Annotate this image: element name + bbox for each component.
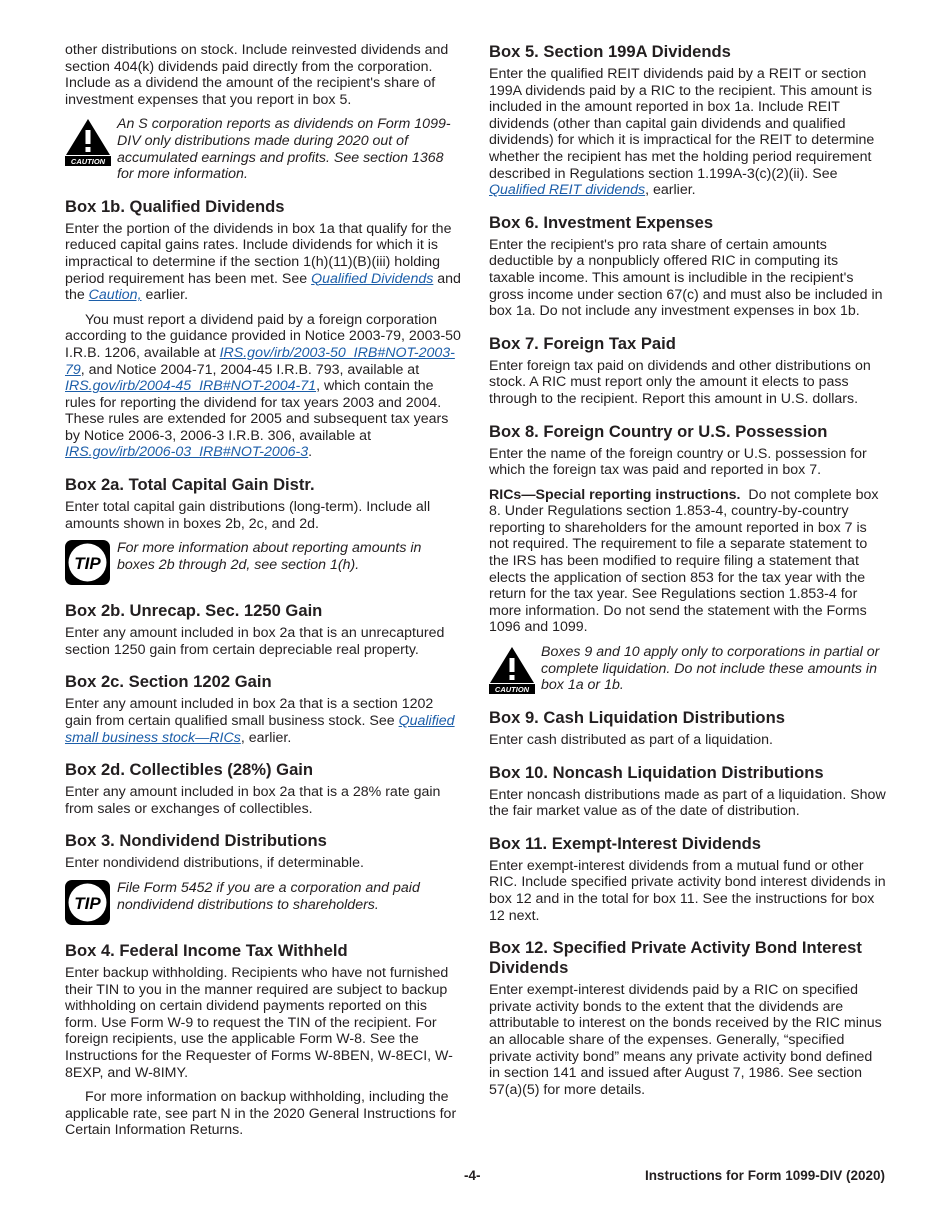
caution-icon-label: CAUTION xyxy=(70,157,106,167)
box5-paragraph: Enter the qualified REIT dividends paid by a REIT or section 199A dividends paid by a RIC to the recipient. This amount is included in the amount reported in box 1a. Include REIT dividends (other than capital gain dividends and qualified dividends) for which it is impractical for the REIT to determine whether the recipient has met the holding period requirement described in Regulations section 1.199A-3(c)(2)(ii). See Qualified REIT dividends, earlier. xyxy=(489,66,875,199)
box4-heading: Box 4. Federal Income Tax Withheld xyxy=(65,941,348,960)
box2a-paragraph: Enter total capital gain distributions (long-term). Include all amounts shown in boxes 2b, 2c, and 2d. xyxy=(65,499,431,532)
box10-heading: Box 10. Noncash Liquidation Distributions xyxy=(489,762,824,782)
irb-2003-50-link[interactable]: IRS.gov/irb/2003-50_IRB#NOT-2003-79 xyxy=(65,344,455,378)
box3-heading: Box 3. Nondividend Distributions xyxy=(65,831,327,851)
box6-paragraph: Enter the recipient's pro rata share of certain amounts deductible by a nonpublicly offered RIC in computing its taxable income. This amount is includible in the recipient's gross income under section 67(c) and must also be included in box 1a. Do not include any investment expenses in box 1b. xyxy=(489,236,883,320)
qualified-dividends-link[interactable]: Qualified Dividends xyxy=(311,270,434,287)
box7-paragraph: Enter foreign tax paid on dividends and other distributions on stock. A RIC must report only the amount it elects to pass through to the recipient. Report this amount in U.S. dollars. xyxy=(489,357,871,407)
caution-link[interactable]: Caution, xyxy=(88,287,142,304)
box1b-paragraph: Enter the portion of the dividends in box 1a that qualify for the reduced capital gains rates. Include dividends for which it is impractical to determine if the section 1(h)(11)(B)(iii) holding period requirement has been met. See Qualified Dividends and the Caution, earlier. xyxy=(65,220,461,304)
box9-heading: Box 9. Cash Liquidation Distributions xyxy=(489,708,785,728)
box10-paragraph: Enter noncash distributions made as part of a liquidation. Show the fair market value as of the date of distribution. xyxy=(489,786,886,820)
box11-heading: Box 11. Exempt-Interest Dividends xyxy=(489,833,762,853)
box2a-heading: Box 2a. Total Capital Gain Distr. xyxy=(65,475,315,495)
caution-icon-label: CAUTION xyxy=(494,685,530,695)
box2d-paragraph: Enter any amount included in box 2a that is a 28% rate gain from sales or exchanges of collectibles. xyxy=(65,784,441,817)
box2b-heading: Box 2b. Unrecap. Sec. 1250 Gain xyxy=(65,601,323,621)
caution-note xyxy=(65,116,463,182)
tip-note xyxy=(65,540,463,587)
box8-heading: Box 8. Foreign Country or U.S. Possession xyxy=(489,421,828,441)
box1b-foreign-paragraph: You must report a dividend paid by a foreign corporation according to the guidance provided in Notice 2003-79, 2003-50 I.R.B. 1206, available at IRS.gov/irb/2003-50_IRB#NOT-2003-79, and Notice 2004-71, 2004-45 I.R.B. 793, available at IRS.gov/irb/2004-45_IRB#NOT-2004-71, which contain the rules for reporting the dividend for tax years 2003 and 2004. These rules are extended for 2005 and subsequent tax years by Notice 2006-3, 2006-3 I.R.B. 306, available at IRS.gov/irb/2006-03_IRB#NOT-2006-3. xyxy=(65,311,461,461)
qualified-small-business-stock-link[interactable]: Qualified small business stock—RICs xyxy=(65,713,455,746)
left-column xyxy=(65,42,463,1147)
irb-2006-03-link[interactable]: IRS.gov/irb/2006-03_IRB#NOT-2006-3 xyxy=(65,444,309,461)
tip-text: File Form 5452 if you are a corporation and paid nondividend distributions to shareholders. xyxy=(117,880,420,913)
irb-2004-45-link[interactable]: IRS.gov/irb/2004-45_IRB#NOT-2004-71 xyxy=(65,378,317,395)
box2c-heading: Box 2c. Section 1202 Gain xyxy=(65,672,272,692)
box4-backup-paragraph: For more information on backup withholding, including the applicable rate, see part N in the 2020 General Instructions for Certain Information Returns. xyxy=(65,1089,457,1139)
caution-text: An S corporation reports as dividends on Form 1099-DIV only distributions made during 2020 out of accumulated earnings and profits. See section 1368 for more information. xyxy=(117,116,451,183)
box3-paragraph: Enter nondividend distributions, if determinable. xyxy=(65,855,364,872)
caution-note xyxy=(489,644,887,694)
tip-text: For more information about reporting amounts in boxes 2b through 2d, see section 1(h). xyxy=(117,540,422,573)
footer-title: Instructions for Form 1099-DIV (2020) xyxy=(644,1168,885,1183)
page-number: -4- xyxy=(464,1168,481,1183)
rics-paragraph: RICs—Special reporting instructions. Do not complete box 8. Under Regulations section 1.853-4, country-by-country reporting to shareholders for the amount reported in box 7 is not required. The requirement to file a separate statement to the IRS has been modified to require filing a statement that elects the application of section 853 for the tax year with the return for the tax year. See Regulations section 1.853-4 for more information. Do not send the statement with the Forms 1096 and 1099. xyxy=(489,486,879,636)
caution-icon xyxy=(489,646,535,694)
tip-icon-label: TIP xyxy=(74,554,101,574)
box6-heading: Box 6. Investment Expenses xyxy=(489,212,714,232)
right-column xyxy=(489,42,887,1106)
box2d-heading: Box 2d. Collectibles (28%) Gain xyxy=(65,760,314,780)
box11-paragraph: Enter exempt-interest dividends from a mutual fund or other RIC. Include specified private activity bond interest dividends in box 12 and in the total for box 11. See the instructions for box 12 next. xyxy=(489,857,886,924)
tip-note xyxy=(65,880,463,927)
box2c-paragraph: Enter any amount included in box 2a that is a section 1202 gain from certain qualified small business stock. See Qualified small business stock—RICs, earlier. xyxy=(65,696,455,746)
tip-icon-label: TIP xyxy=(74,894,101,913)
rics-run-in-heading: RICs—Special reporting instructions. xyxy=(489,486,741,503)
box4-paragraph: Enter backup withholding. Recipients who have not furnished their TIN to you in the manner required are subject to backup withholding on certain dividend payments reported on this form. Use Form W-9 to request the TIN of the recipient. For foreign recipients, use the applicable Form W-8. See the Instructions for the Requester of Forms W-8BEN, W-8ECI, W-8EXP, and W-8IMY. xyxy=(65,965,453,1081)
box12-heading: Box 12. Specified Private Activity Bond Interest Dividends xyxy=(489,938,862,978)
caution-icon xyxy=(65,118,111,166)
box1b-heading: Box 1b. Qualified Dividends xyxy=(65,196,285,216)
box8-paragraph: Enter the name of the foreign country or U.S. possession for which the foreign tax was paid and reported in box 7. xyxy=(489,445,867,479)
box12-paragraph: Enter exempt-interest dividends paid by a RIC on specified private activity bonds to the extent that the dividends are attributable to interest on the bonds received by the RIC minus an allocable share of the expenses. Generally, “specified private activity bond” means any private activity bond defined in section 141 and issued after August 7, 1986. See section 57(a)(5) for more details. xyxy=(489,982,882,1098)
box7-heading: Box 7. Foreign Tax Paid xyxy=(489,333,676,353)
tip-icon xyxy=(65,540,110,585)
qualified-reit-dividends-link[interactable]: Qualified REIT dividends xyxy=(489,182,646,199)
intro-paragraph: other distributions on stock. Include reinvested dividends and section 404(k) dividends paid directly from the corporation. Include as a dividend the amount of the recipient's share of investment expenses that you report in box 5. xyxy=(65,42,449,108)
box2b-paragraph: Enter any amount included in box 2a that is an unrecaptured section 1250 gain from certain depreciable real property. xyxy=(65,625,445,658)
box5-heading: Box 5. Section 199A Dividends xyxy=(489,42,731,61)
caution-text: Boxes 9 and 10 apply only to corporations in partial or complete liquidation. Do not include these amounts in box 1a or 1b. xyxy=(541,644,880,694)
box9-paragraph: Enter cash distributed as part of a liquidation. xyxy=(489,732,773,749)
tip-icon xyxy=(65,880,110,925)
